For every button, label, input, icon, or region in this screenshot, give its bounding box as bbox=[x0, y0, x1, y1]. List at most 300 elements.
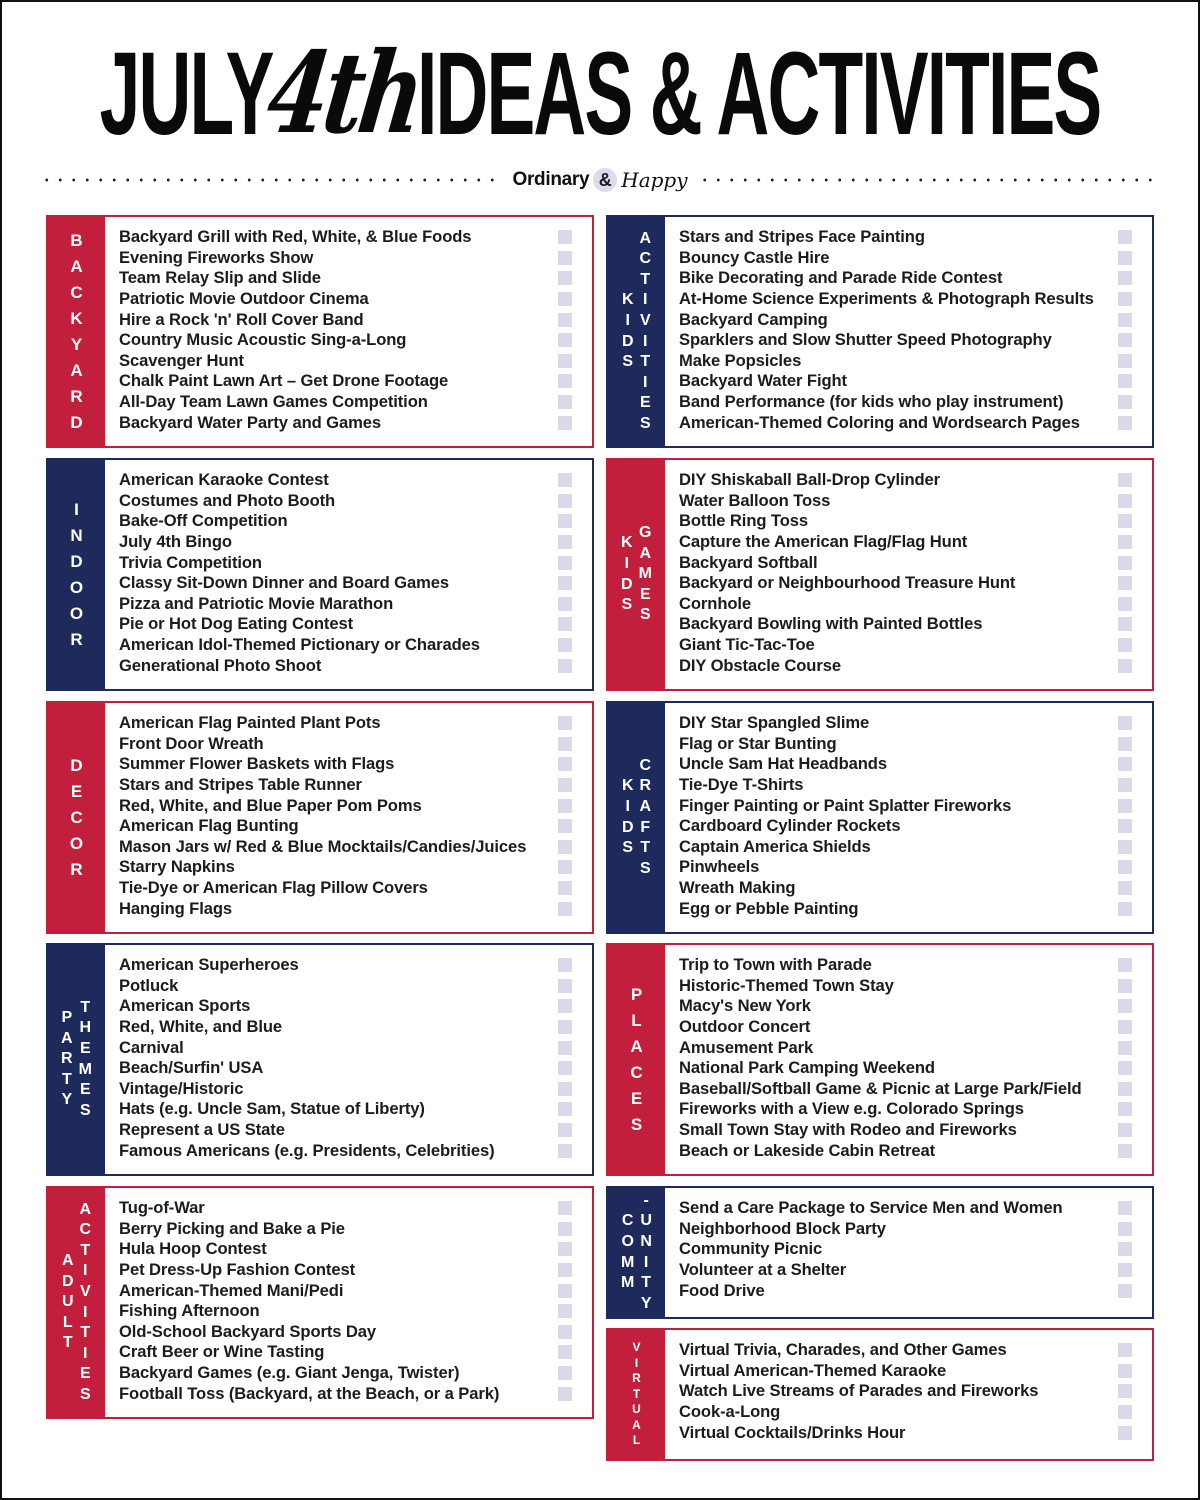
list-item bbox=[679, 1239, 1152, 1260]
label-letter: R bbox=[61, 1050, 73, 1068]
label-letter: S bbox=[622, 839, 634, 857]
item-label: Red, White, and Blue bbox=[119, 1017, 283, 1037]
label-letter: T bbox=[61, 1070, 72, 1088]
checkbox[interactable] bbox=[558, 902, 572, 916]
checkbox[interactable] bbox=[1118, 1144, 1132, 1158]
checkbox[interactable] bbox=[558, 1201, 572, 1215]
label-letter: T bbox=[80, 1324, 91, 1342]
section-backyard bbox=[46, 215, 594, 448]
list-item bbox=[679, 754, 1152, 775]
list-item bbox=[119, 1017, 592, 1038]
checkbox[interactable] bbox=[1118, 1284, 1132, 1298]
brand-ordinary: Ordinary bbox=[512, 169, 590, 190]
label-letter: I bbox=[643, 291, 648, 309]
list-item bbox=[119, 816, 592, 837]
checkbox[interactable] bbox=[1118, 1242, 1132, 1256]
label-letter: M bbox=[621, 1274, 635, 1292]
checkbox[interactable] bbox=[1118, 1041, 1132, 1055]
item-label: Send a Care Package to Service Men and Women bbox=[679, 1198, 1063, 1218]
checkbox[interactable] bbox=[558, 1387, 572, 1401]
label-letter: T bbox=[80, 998, 91, 1016]
list-item bbox=[119, 470, 592, 491]
checkbox[interactable] bbox=[1118, 716, 1132, 730]
checkbox[interactable] bbox=[1118, 757, 1132, 771]
list-item bbox=[679, 1422, 1152, 1443]
item-label: Backyard Softball bbox=[679, 552, 818, 572]
checkbox[interactable] bbox=[558, 514, 572, 528]
checkbox[interactable] bbox=[558, 840, 572, 854]
item-label: Backyard Games (e.g. Giant Jenga, Twister) bbox=[119, 1363, 460, 1383]
label-column bbox=[80, 1200, 92, 1406]
item-label: Virtual American-Themed Karaoke bbox=[679, 1360, 947, 1380]
label-letter: A bbox=[70, 256, 83, 276]
list-item bbox=[119, 878, 592, 899]
item-label: Backyard Camping bbox=[679, 309, 828, 329]
dotted-rule-right bbox=[698, 178, 1160, 182]
checkbox[interactable] bbox=[558, 494, 572, 508]
checkbox[interactable] bbox=[1118, 313, 1132, 327]
item-label: Wreath Making bbox=[679, 878, 796, 898]
checkbox[interactable] bbox=[558, 271, 572, 285]
label-letter: D bbox=[61, 1272, 74, 1290]
item-label: At-Home Science Experiments & Photograph Results bbox=[679, 289, 1094, 309]
checkbox[interactable] bbox=[1118, 1343, 1132, 1357]
label-letter: C bbox=[630, 1062, 643, 1082]
checkbox[interactable] bbox=[558, 374, 572, 388]
checkbox[interactable] bbox=[558, 576, 572, 590]
label-letter: A bbox=[639, 544, 652, 562]
label-letter: M bbox=[621, 1253, 635, 1271]
list-item bbox=[679, 795, 1152, 816]
label-letter: K bbox=[621, 534, 633, 552]
checkbox[interactable] bbox=[558, 979, 572, 993]
checklist bbox=[665, 703, 1152, 932]
checkbox[interactable] bbox=[1118, 1082, 1132, 1096]
item-label: Egg or Pebble Painting bbox=[679, 898, 859, 918]
list-item bbox=[679, 511, 1152, 532]
list-item bbox=[119, 289, 592, 310]
checkbox[interactable] bbox=[558, 999, 572, 1013]
label-letter: U bbox=[632, 1402, 641, 1417]
item-label: Water Balloon Toss bbox=[679, 490, 831, 510]
item-label: DIY Star Spangled Slime bbox=[679, 713, 870, 733]
label-letter: S bbox=[639, 414, 651, 432]
list-item bbox=[679, 1140, 1152, 1161]
checkbox[interactable] bbox=[1118, 576, 1132, 590]
list-item bbox=[679, 371, 1152, 392]
section-label bbox=[608, 945, 665, 1174]
checkbox[interactable] bbox=[1118, 535, 1132, 549]
item-label: Volunteer at a Shelter bbox=[679, 1260, 847, 1280]
checkbox[interactable] bbox=[1118, 473, 1132, 487]
list-item bbox=[119, 635, 592, 656]
label-letter: T bbox=[632, 1386, 641, 1401]
checkbox[interactable] bbox=[1118, 638, 1132, 652]
checkbox[interactable] bbox=[1118, 881, 1132, 895]
section-label bbox=[608, 703, 665, 932]
list-item bbox=[119, 552, 592, 573]
label-column bbox=[622, 290, 634, 372]
checkbox[interactable] bbox=[558, 1366, 572, 1380]
checkbox[interactable] bbox=[1118, 860, 1132, 874]
list-item bbox=[679, 227, 1152, 248]
checkbox[interactable] bbox=[558, 395, 572, 409]
checkbox[interactable] bbox=[1118, 840, 1132, 854]
list-item bbox=[119, 775, 592, 796]
checkbox[interactable] bbox=[558, 416, 572, 430]
label-letter: I bbox=[83, 1303, 88, 1321]
section-adult-activities bbox=[46, 1186, 594, 1419]
list-item bbox=[119, 655, 592, 676]
item-label: Starry Napkins bbox=[119, 857, 235, 877]
label-letter: N bbox=[640, 1232, 652, 1250]
list-item bbox=[119, 1198, 592, 1219]
item-label: Pet Dress-Up Fashion Contest bbox=[119, 1260, 356, 1280]
list-item bbox=[119, 392, 592, 413]
label-letter: S bbox=[621, 596, 633, 614]
list-item bbox=[679, 713, 1152, 734]
section-label bbox=[608, 1330, 665, 1459]
checkbox[interactable] bbox=[1118, 292, 1132, 306]
label-column bbox=[621, 533, 633, 615]
label-letter: R bbox=[632, 1371, 641, 1386]
item-label: American Flag Painted Plant Pots bbox=[119, 713, 381, 733]
item-label: All-Day Team Lawn Games Competition bbox=[119, 392, 428, 412]
list-item bbox=[679, 635, 1152, 656]
list-item bbox=[679, 552, 1152, 573]
checklist bbox=[105, 703, 592, 932]
item-label: Make Popsicles bbox=[679, 350, 802, 370]
label-letter: L bbox=[62, 1313, 73, 1331]
item-label: Cardboard Cylinder Rockets bbox=[679, 816, 901, 836]
brand-logo bbox=[502, 168, 697, 192]
checkbox[interactable] bbox=[558, 638, 572, 652]
checklist bbox=[665, 945, 1152, 1174]
label-letter: T bbox=[62, 1334, 73, 1352]
checkbox[interactable] bbox=[558, 1325, 572, 1339]
checkbox[interactable] bbox=[1118, 374, 1132, 388]
label-letter: E bbox=[70, 781, 83, 801]
list-item bbox=[679, 1198, 1152, 1219]
section-kids-activities bbox=[606, 215, 1154, 448]
checkbox[interactable] bbox=[558, 1020, 572, 1034]
checkbox[interactable] bbox=[1118, 1384, 1132, 1398]
checklist bbox=[665, 217, 1152, 446]
checklist bbox=[665, 1188, 1152, 1317]
dotted-rule-left bbox=[40, 178, 502, 182]
label-letter: E bbox=[639, 585, 651, 603]
list-item bbox=[119, 1363, 592, 1384]
checkbox[interactable] bbox=[558, 1284, 572, 1298]
checkbox[interactable] bbox=[558, 1102, 572, 1116]
list-item bbox=[119, 754, 592, 775]
checkbox[interactable] bbox=[558, 617, 572, 631]
list-item bbox=[679, 491, 1152, 512]
checkbox[interactable] bbox=[558, 860, 572, 874]
checkbox[interactable] bbox=[558, 292, 572, 306]
checkbox[interactable] bbox=[558, 1144, 572, 1158]
list-item bbox=[119, 1280, 592, 1301]
list-item bbox=[679, 775, 1152, 796]
label-column bbox=[62, 1251, 74, 1354]
label-letter: C bbox=[621, 1212, 634, 1230]
item-label: Old-School Backyard Sports Day bbox=[119, 1321, 377, 1341]
checkbox[interactable] bbox=[558, 958, 572, 972]
label-letter: E bbox=[79, 1365, 91, 1383]
checkbox[interactable] bbox=[1118, 271, 1132, 285]
section-label bbox=[48, 945, 105, 1174]
list-item bbox=[119, 248, 592, 269]
list-item bbox=[119, 614, 592, 635]
list-item bbox=[119, 795, 592, 816]
checkbox[interactable] bbox=[558, 659, 572, 673]
checkbox[interactable] bbox=[558, 799, 572, 813]
list-item bbox=[679, 412, 1152, 433]
item-label: DIY Shiskaball Ball-Drop Cylinder bbox=[679, 470, 941, 490]
item-label: Fireworks with a View e.g. Colorado Springs bbox=[679, 1099, 1024, 1119]
label-letter: I bbox=[74, 499, 79, 519]
list-item bbox=[679, 309, 1152, 330]
checkbox[interactable] bbox=[558, 881, 572, 895]
list-item bbox=[679, 857, 1152, 878]
checkbox[interactable] bbox=[558, 1263, 572, 1277]
list-item bbox=[119, 1058, 592, 1079]
section-community bbox=[606, 1186, 1154, 1319]
checkbox[interactable] bbox=[1118, 1263, 1132, 1277]
item-label: Front Door Wreath bbox=[119, 733, 264, 753]
checkbox[interactable] bbox=[1118, 737, 1132, 751]
checkbox[interactable] bbox=[1118, 230, 1132, 244]
item-label: July 4th Bingo bbox=[119, 532, 232, 552]
label-letter: B bbox=[70, 230, 83, 250]
label-letter: F bbox=[640, 818, 651, 836]
label-column bbox=[622, 776, 634, 858]
section-party-themes bbox=[46, 943, 594, 1176]
checkbox[interactable] bbox=[1118, 819, 1132, 833]
label-letter: V bbox=[639, 311, 651, 329]
label-letter: P bbox=[630, 984, 643, 1004]
checkbox[interactable] bbox=[1118, 1123, 1132, 1137]
label-letter: - bbox=[643, 1191, 649, 1209]
label-letter: O bbox=[69, 603, 84, 623]
label-letter: I bbox=[643, 373, 648, 391]
checkbox[interactable] bbox=[1118, 333, 1132, 347]
checkbox[interactable] bbox=[558, 757, 572, 771]
item-label: Pinwheels bbox=[679, 857, 760, 877]
list-item bbox=[679, 1079, 1152, 1100]
checkbox[interactable] bbox=[558, 819, 572, 833]
checkbox[interactable] bbox=[558, 473, 572, 487]
label-letter: A bbox=[79, 1200, 92, 1218]
checkbox[interactable] bbox=[558, 313, 572, 327]
checkbox[interactable] bbox=[1118, 1201, 1132, 1215]
item-label: National Park Camping Weekend bbox=[679, 1058, 935, 1078]
item-label: Bottle Ring Toss bbox=[679, 511, 808, 531]
label-column bbox=[640, 1191, 652, 1315]
section-label bbox=[48, 217, 105, 446]
checkbox[interactable] bbox=[558, 1061, 572, 1075]
checkbox[interactable] bbox=[558, 230, 572, 244]
checkbox[interactable] bbox=[558, 778, 572, 792]
item-label: Hats (e.g. Uncle Sam, Statue of Liberty) bbox=[119, 1099, 425, 1119]
checkbox[interactable] bbox=[1118, 958, 1132, 972]
list-item bbox=[119, 1383, 592, 1404]
brand-ampersand: & bbox=[593, 168, 617, 192]
checkbox[interactable] bbox=[558, 1222, 572, 1236]
checkbox[interactable] bbox=[558, 556, 572, 570]
label-letter: D bbox=[70, 412, 83, 432]
item-label: Bouncy Castle Hire bbox=[679, 247, 830, 267]
checkbox[interactable] bbox=[1118, 1102, 1132, 1116]
label-letter: I bbox=[624, 554, 630, 572]
item-label: Trip to Town with Parade bbox=[679, 955, 872, 975]
item-label: Watch Live Streams of Parades and Fireworks bbox=[679, 1381, 1039, 1401]
list-item bbox=[679, 248, 1152, 269]
list-item bbox=[119, 713, 592, 734]
checkbox[interactable] bbox=[1118, 799, 1132, 813]
label-letter: A bbox=[632, 1417, 641, 1432]
label-column bbox=[632, 1340, 641, 1449]
checkbox[interactable] bbox=[1118, 1020, 1132, 1034]
item-label: Summer Flower Baskets with Flags bbox=[119, 754, 395, 774]
checkbox[interactable] bbox=[1118, 999, 1132, 1013]
checkbox[interactable] bbox=[1118, 1061, 1132, 1075]
item-label: Hire a Rock 'n' Roll Cover Band bbox=[119, 309, 364, 329]
checkbox[interactable] bbox=[1118, 556, 1132, 570]
label-letter: T bbox=[640, 353, 651, 371]
label-letter: R bbox=[639, 777, 652, 795]
checkbox[interactable] bbox=[558, 333, 572, 347]
item-label: Baseball/Softball Game & Picnic at Large Park/Field bbox=[679, 1078, 1082, 1098]
label-letter: G bbox=[639, 524, 652, 542]
label-letter: C bbox=[639, 250, 652, 268]
list-item bbox=[679, 1402, 1152, 1423]
checkbox[interactable] bbox=[558, 597, 572, 611]
item-label: Pie or Hot Dog Eating Contest bbox=[119, 614, 354, 634]
item-label: Carnival bbox=[119, 1037, 184, 1057]
checkbox[interactable] bbox=[1118, 1405, 1132, 1419]
label-letter: K bbox=[621, 777, 634, 795]
list-item bbox=[679, 1361, 1152, 1382]
list-item bbox=[119, 351, 592, 372]
label-letter: K bbox=[70, 308, 83, 328]
checkbox[interactable] bbox=[558, 1304, 572, 1318]
checkbox[interactable] bbox=[558, 1242, 572, 1256]
list-item bbox=[119, 227, 592, 248]
checkbox[interactable] bbox=[1118, 251, 1132, 265]
list-item bbox=[119, 532, 592, 553]
list-item bbox=[679, 594, 1152, 615]
item-label: Stars and Stripes Table Runner bbox=[119, 775, 362, 795]
item-label: Stars and Stripes Face Painting bbox=[679, 227, 925, 247]
list-item bbox=[679, 976, 1152, 997]
checkbox[interactable] bbox=[1118, 1222, 1132, 1236]
list-item bbox=[679, 1280, 1152, 1301]
checkbox[interactable] bbox=[1118, 416, 1132, 430]
label-letter: D bbox=[621, 575, 633, 593]
checkbox[interactable] bbox=[558, 354, 572, 368]
item-label: American-Themed Mani/Pedi bbox=[119, 1280, 344, 1300]
checklist bbox=[665, 460, 1152, 689]
item-label: Cornhole bbox=[679, 593, 752, 613]
list-item bbox=[679, 1260, 1152, 1281]
list-item bbox=[119, 898, 592, 919]
list-item bbox=[119, 491, 592, 512]
label-column bbox=[640, 229, 652, 435]
item-label: American Superheroes bbox=[119, 955, 299, 975]
list-item bbox=[119, 371, 592, 392]
checkbox[interactable] bbox=[1118, 778, 1132, 792]
list-item bbox=[119, 857, 592, 878]
label-column bbox=[630, 982, 642, 1138]
item-label: Tug-of-War bbox=[119, 1198, 205, 1218]
list-item bbox=[119, 1140, 592, 1161]
label-letter: U bbox=[61, 1293, 74, 1311]
checklist bbox=[105, 217, 592, 446]
section-places bbox=[606, 943, 1154, 1176]
label-letter: T bbox=[80, 1241, 91, 1259]
checkbox[interactable] bbox=[1118, 395, 1132, 409]
list-item bbox=[119, 837, 592, 858]
checkbox[interactable] bbox=[558, 1041, 572, 1055]
item-label: American-Themed Coloring and Wordsearch Pages bbox=[679, 412, 1080, 432]
list-item bbox=[119, 1342, 592, 1363]
checkbox[interactable] bbox=[1118, 514, 1132, 528]
checkbox[interactable] bbox=[1118, 617, 1132, 631]
item-label: Trivia Competition bbox=[119, 552, 262, 572]
checkbox[interactable] bbox=[558, 737, 572, 751]
item-label: Vintage/Historic bbox=[119, 1078, 244, 1098]
label-letter: R bbox=[70, 386, 83, 406]
checkbox[interactable] bbox=[1118, 902, 1132, 916]
checkbox[interactable] bbox=[558, 1345, 572, 1359]
label-letter: A bbox=[61, 1029, 73, 1047]
label-letter: T bbox=[640, 839, 651, 857]
checkbox[interactable] bbox=[1118, 494, 1132, 508]
checkbox[interactable] bbox=[558, 716, 572, 730]
label-letter: Y bbox=[70, 334, 83, 354]
checklist bbox=[105, 945, 592, 1174]
checkbox[interactable] bbox=[558, 1123, 572, 1137]
label-letter: P bbox=[61, 1009, 73, 1027]
list-item bbox=[119, 976, 592, 997]
label-column bbox=[70, 753, 83, 883]
checkbox[interactable] bbox=[1118, 597, 1132, 611]
checkbox[interactable] bbox=[1118, 979, 1132, 993]
item-label: Small Town Stay with Rodeo and Fireworks bbox=[679, 1120, 1017, 1140]
brand-divider bbox=[40, 165, 1160, 195]
item-label: Mason Jars w/ Red & Blue Mocktails/Candies/Juices bbox=[119, 836, 527, 856]
list-item bbox=[119, 1239, 592, 1260]
checkbox[interactable] bbox=[1118, 1426, 1132, 1440]
label-letter: S bbox=[639, 606, 651, 624]
checkbox[interactable] bbox=[1118, 354, 1132, 368]
checkbox[interactable] bbox=[558, 251, 572, 265]
item-label: Historic-Themed Town Stay bbox=[679, 975, 894, 995]
label-letter: Y bbox=[640, 1294, 652, 1312]
label-column bbox=[621, 1211, 634, 1293]
list-item bbox=[679, 734, 1152, 755]
checkbox[interactable] bbox=[558, 1082, 572, 1096]
list-item bbox=[679, 898, 1152, 919]
checkbox[interactable] bbox=[1118, 1364, 1132, 1378]
list-item bbox=[679, 268, 1152, 289]
label-letter: S bbox=[639, 859, 651, 877]
checkbox[interactable] bbox=[1118, 659, 1132, 673]
checkbox[interactable] bbox=[558, 535, 572, 549]
list-item bbox=[119, 330, 592, 351]
label-letter: L bbox=[632, 1433, 641, 1448]
